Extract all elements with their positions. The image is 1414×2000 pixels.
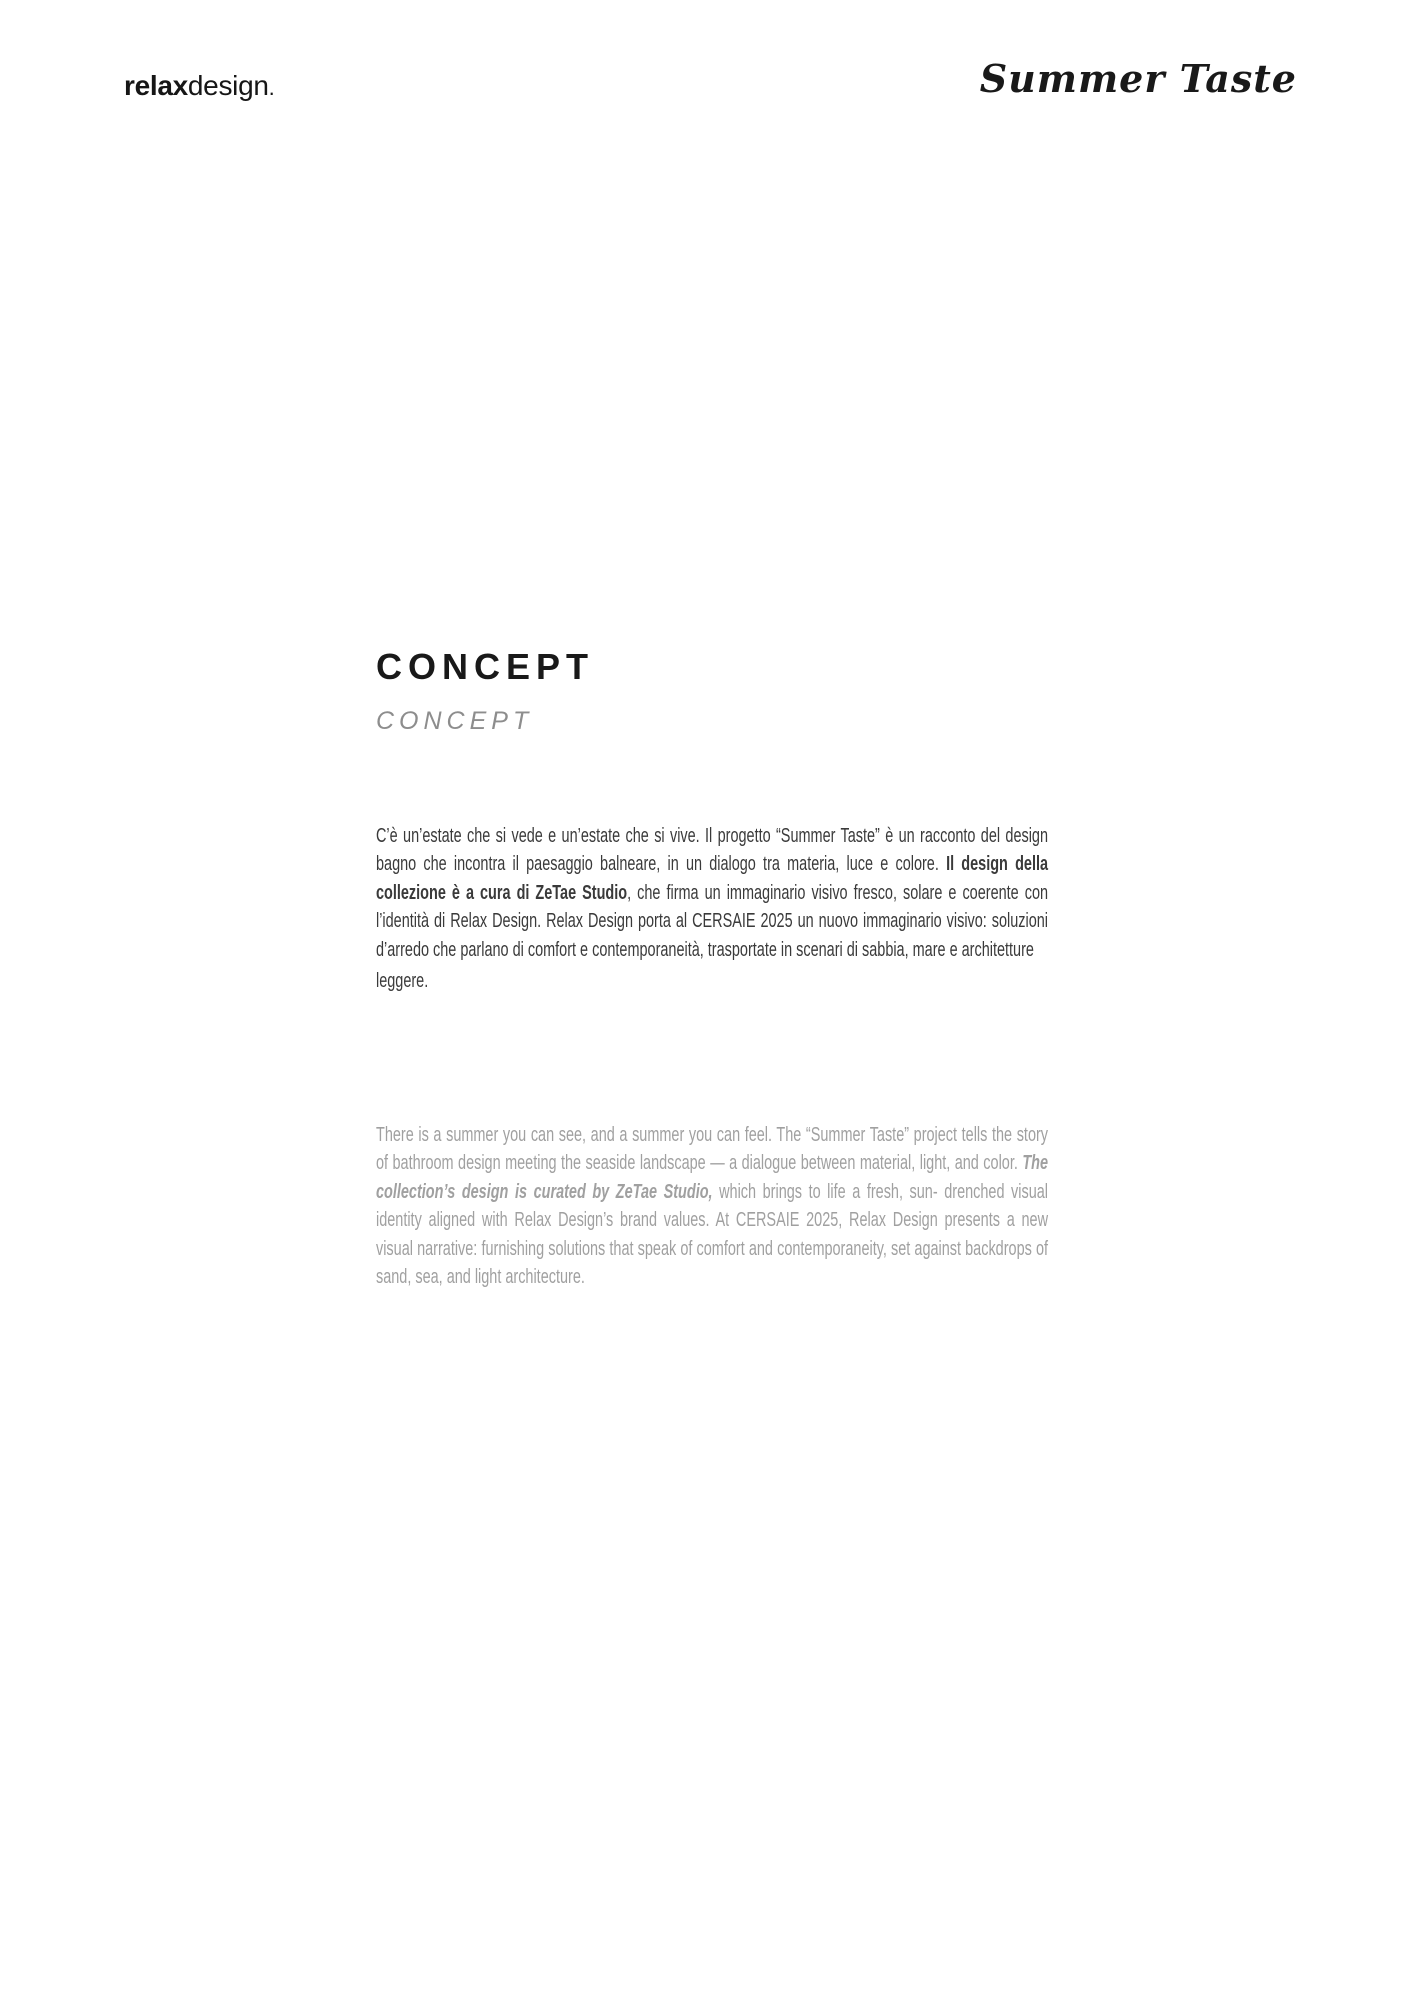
italian-paragraph-bold: Il design della collezione è a cura di ZeTae Studio [376, 853, 1049, 904]
italian-paragraph-tail: leggere. [376, 970, 429, 993]
brand-logo [124, 70, 274, 102]
english-paragraph-post: which brings to life a fresh, sun- drenched visual identity aligned with Relax Design’s brand values. At CERSAIE 2025, Relax Design presents a new visual narrative: furnishing solutions that speak of comfort and contemporaneity, set against backdrops of sand, sea, and light architecture. [376, 1180, 1049, 1289]
english-paragraph-bold: The collection’s design is curated by ZeTae Studio, [376, 1152, 1049, 1203]
script-title: Summer Taste [979, 56, 1297, 101]
section-subtitle: CONCEPT [376, 707, 534, 735]
english-paragraph [376, 1121, 1048, 1291]
english-copy-column [376, 1121, 1048, 1291]
italian-paragraph [376, 822, 1048, 964]
italian-copy-column [376, 822, 1048, 995]
section-title: CONCEPT [376, 646, 595, 687]
brand-logo-regular: design [187, 70, 269, 101]
italian-paragraph-pre: C’è un’estate che si vede e un’estate che si vive. Il progetto “Summer Taste” è un racconto del design bagno che incontra il paesaggio balneare, in un dialogo tra materia, luce e colore. [376, 825, 1049, 876]
brand-logo-mark: . [268, 75, 275, 100]
brand-logo-bold: relax [124, 70, 188, 101]
english-paragraph-pre: There is a summer you can see, and a summer you can feel. The “Summer Taste” project tells the story of bathroom design meeting the seaside landscape — a dialogue between material, light, and color. [376, 1124, 1049, 1175]
italian-paragraph-post: , che firma un immaginario visivo fresco, solare e coerente con l’identità di Relax Design. Relax Design porta al CERSAIE 2025 un nuovo immaginario visivo: soluzioni d’arredo che parlano di comfort e contemporaneità, trasportate in scenari di sabbia, mare e architetture [376, 881, 1049, 961]
